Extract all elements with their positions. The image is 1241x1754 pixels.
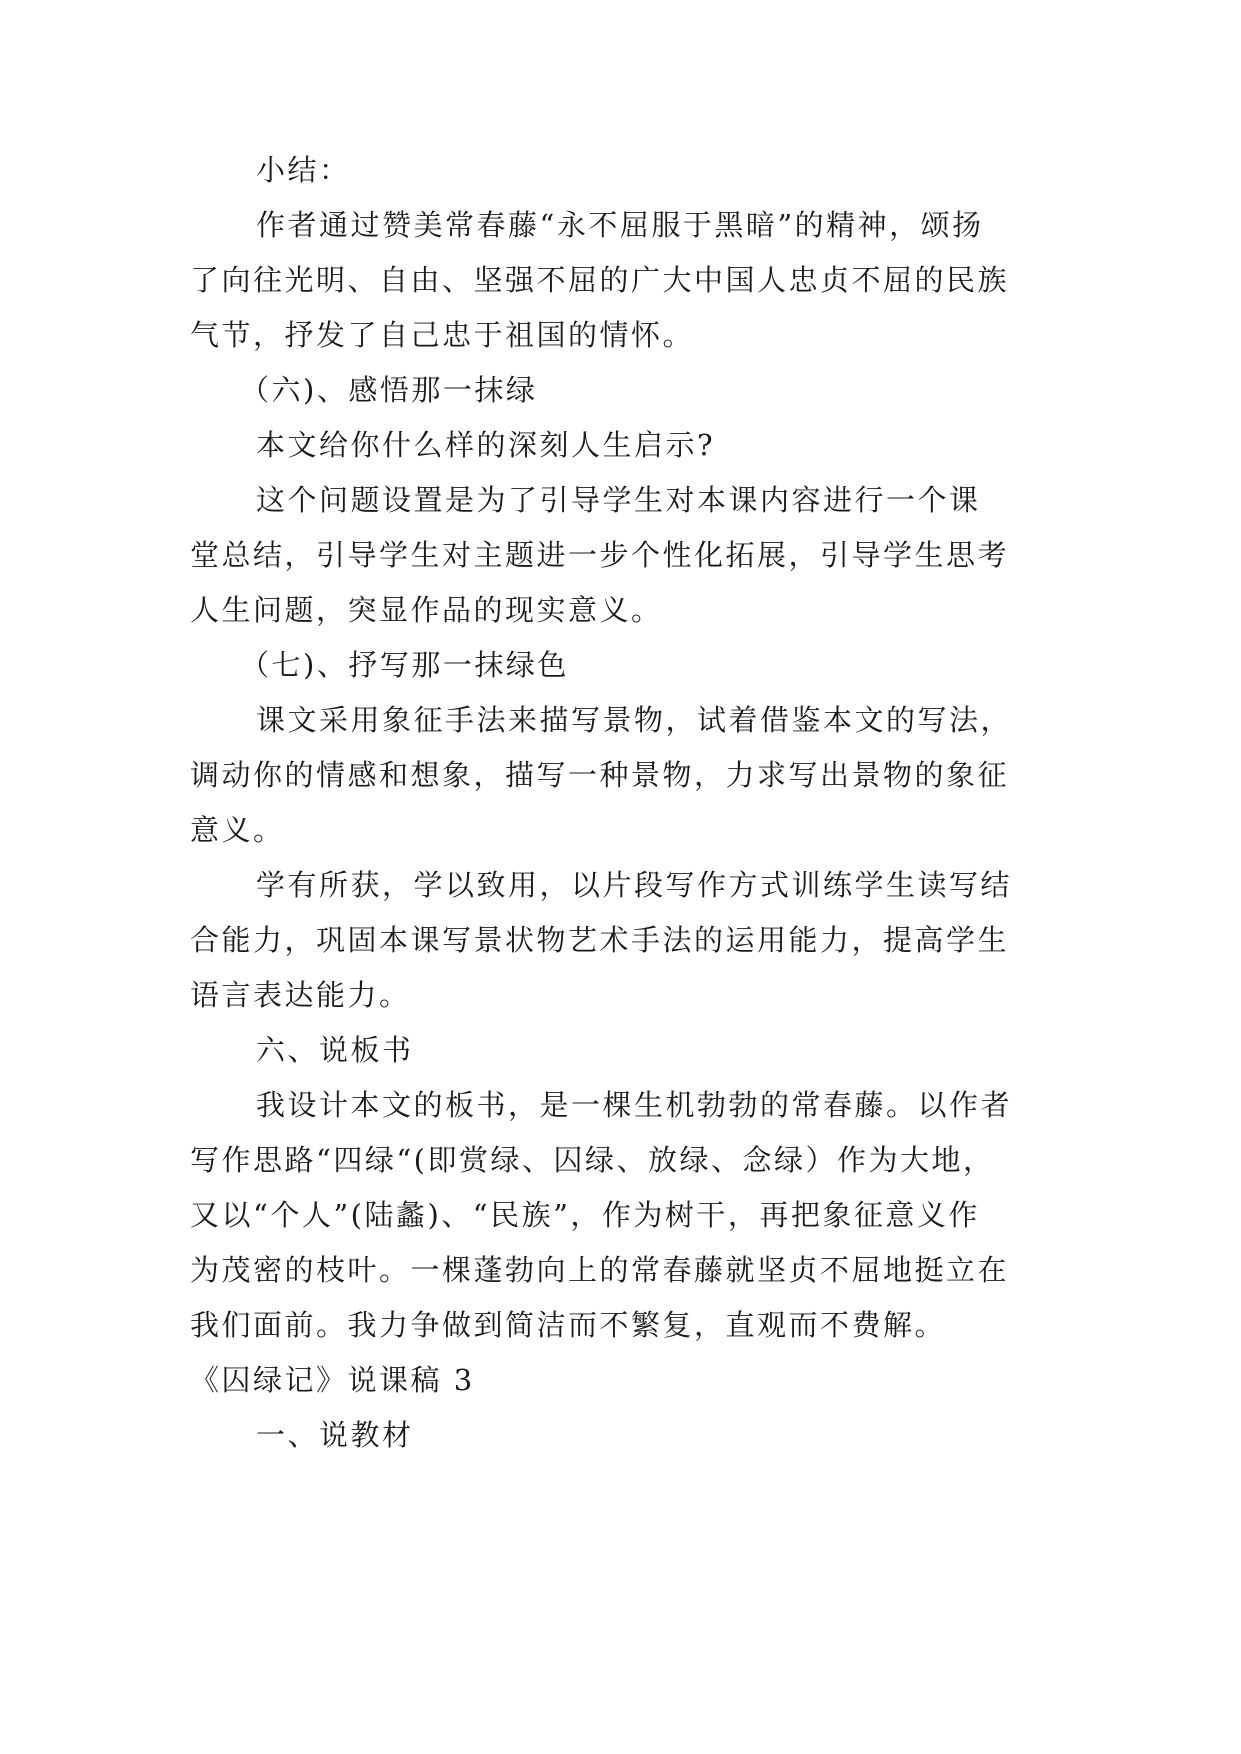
paragraph-line: 写作思路“四绿“(即赏绿、囚绿、放绿、念绿）作为大地， — [190, 1143, 995, 1177]
paragraph-line: 人生问题，突显作品的现实意义。 — [190, 593, 663, 627]
paragraph-line: 堂总结，引导学生对主题进一步个性化拓展，引导学生思考 — [190, 538, 1010, 572]
paragraph-line: 我设计本文的板书，是一棵生机勃勃的常春藤。以作者 — [256, 1088, 1013, 1122]
paragraph-line: 了向往光明、自由、坚强不屈的广大中国人忠贞不屈的民族 — [190, 263, 1010, 297]
paragraph-line: 这个问题设置是为了引导学生对本课内容进行一个课 — [256, 483, 981, 517]
paragraph-line: 调动你的情感和想象，描写一种景物，力求写出景物的象征 — [190, 758, 1010, 792]
paragraph-line: 我们面前。我力争做到简洁而不繁复，直观而不费解。 — [190, 1308, 947, 1342]
section-heading-blackboard: 六、说板书 — [256, 1033, 414, 1067]
section-heading-6: （六)、感悟那一抹绿 — [240, 373, 538, 407]
paragraph-line: 又以“个人”(陆蠡)、“民族”，作为树干，再把象征意义作 — [190, 1198, 980, 1232]
question-line: 本文给你什么样的深刻人生启示? — [256, 428, 716, 462]
paragraph-line: 语言表达能力。 — [190, 978, 411, 1012]
paragraph-line: 作者通过赞美常春藤“永不屈服于黑暗”的精神，颂扬 — [256, 208, 984, 242]
paragraph-line: 合能力，巩固本课写景状物艺术手法的运用能力，提高学生 — [190, 923, 1010, 957]
section-heading-textbook: 一、说教材 — [256, 1418, 414, 1452]
paragraph-line: 意义。 — [190, 813, 285, 847]
paragraph-line: 学有所获，学以致用，以片段写作方式训练学生读写结 — [256, 868, 1013, 902]
paragraph-line: 气节，抒发了自己忠于祖国的情怀。 — [190, 318, 695, 352]
document-title-3: 《囚绿记》说课稿 3 — [190, 1363, 475, 1397]
summary-heading: 小结： — [256, 153, 351, 187]
paragraph-line: 课文采用象征手法来描写景物，试着借鉴本文的写法， — [256, 703, 1013, 737]
paragraph-line: 为茂密的枝叶。一棵蓬勃向上的常春藤就坚贞不屈地挺立在 — [190, 1253, 1010, 1287]
section-heading-7: （七)、抒写那一抹绿色 — [240, 648, 569, 682]
